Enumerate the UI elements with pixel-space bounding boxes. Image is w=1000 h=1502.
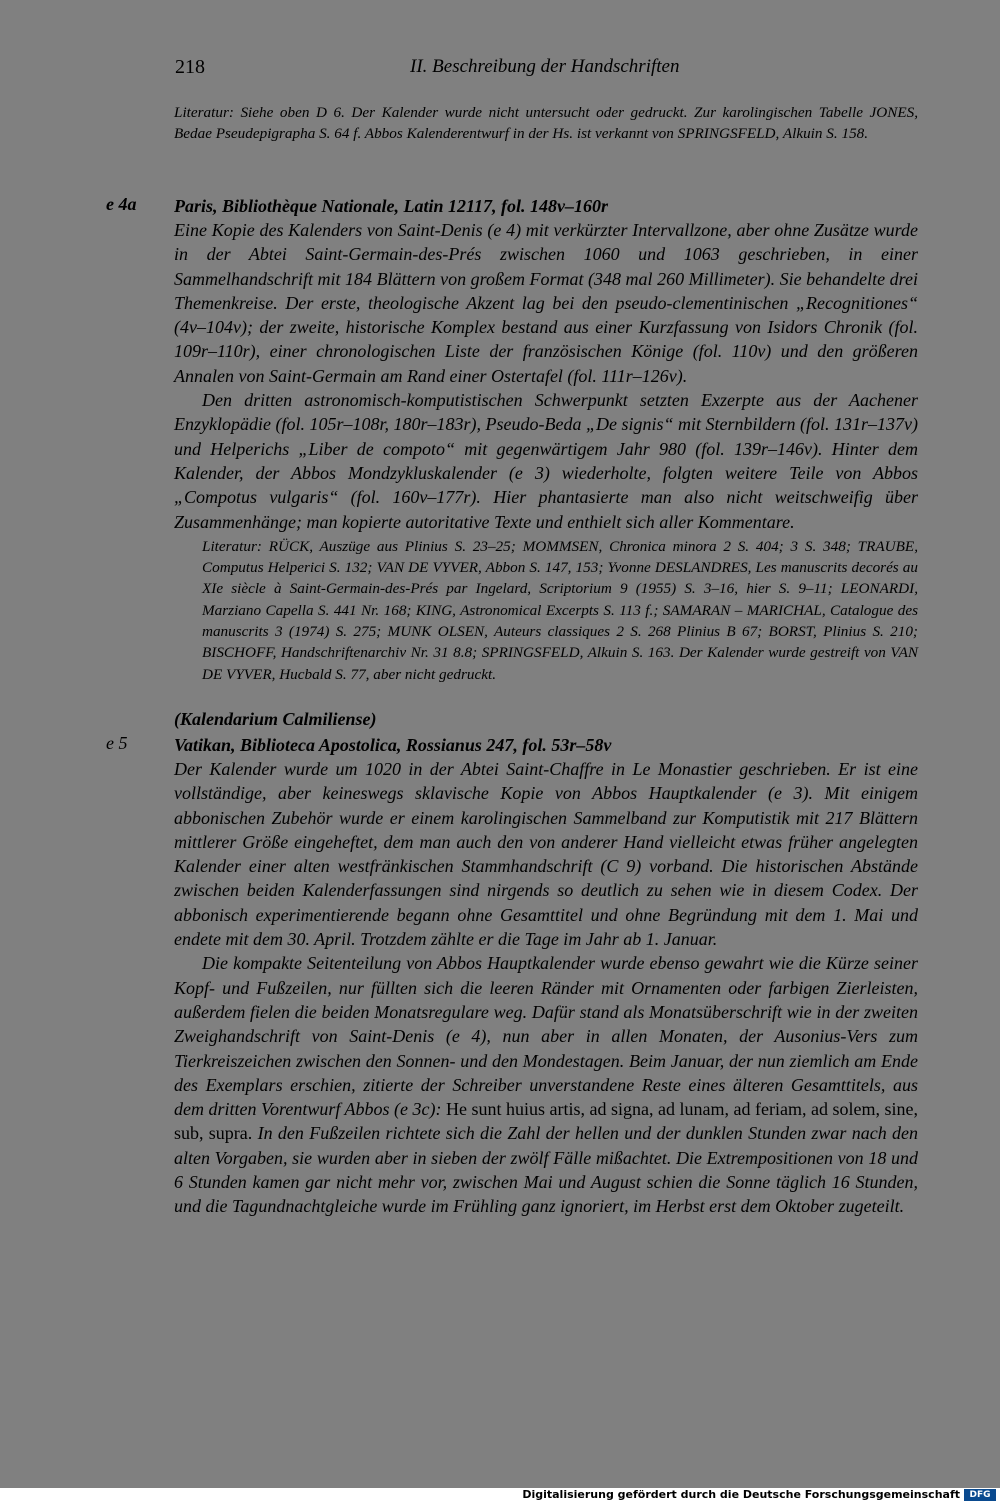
dfg-logo: DFG [964,1489,996,1501]
entry-e4a [174,194,918,685]
entry-e5-title-block [174,707,918,731]
siglum-e5: e 5 [106,733,128,753]
footer-credit: Digitalisierung gefördert durch die Deutsche Forschungsgemeinschaft [522,1488,960,1501]
entry-e5-paragraph-2-part-a: Die kompakte Seitenteilung von Abbos Hauptkalender wurde ebenso gewahrt wie die Kürze seiner Kopf- und Fußzeilen, nur füllten sich die leeren Ränder mit Ornamenten oder farbigen Zierleisten, außerdem fielen die beiden Monatsregulare weg. Dafür stand als Monatsüberschrift wie in der zweiten Zweighandschrift von Saint-Denis (e 4), nun aber in allen Monaten, der Ausonius-Vers zum Tierkreiszeichen zwischen den Sonnen- und den Mondestagen. Beim Januar, der nun ziemlich am Ende des Exemplars erschien, zitierte der Schreiber unverstandene Reste eines älteren Gesamttitels, aus dem dritten Vorentwurf Abbos (e 3c): [174,953,918,1120]
entry-e5 [174,733,918,1219]
entry-e5-latin-quote: He sunt huius artis, ad signa, ad lunam, ad feriam, ad solem, sine, sub, supra. [174,1099,918,1144]
entry-e5-paragraph-2 [174,951,918,1218]
page-header [0,56,1000,86]
entry-e4a-literature: Literatur: RÜCK, Auszüge aus Plinius S. 23–25; MOMMSEN, Chronica minora 2 S. 404; 3 S. 348; TRAUBE, Computus Helperici S. 132; VAN DE VYVER, Abbon S. 147, 153; Yvonne DESLANDRES, Les manuscrits decorés au XIe siècle à Saint-Germain-des-Prés par Ingelard, Scriptorium 9 (1955) S. 3–16, hier S. 9–11; LEONARDI, Marziano Capella S. 441 Nr. 168; KING, Astronomical Excerpts S. 113 f.; SAMARAN – MARICHAL, Catalogue des manuscrits 3 (1974) S. 275; MUNK OLSEN, Auteurs classiques 2 S. 268 Plinius B 67; BORST, Plinius S. 210; BISCHOFF, Handschriftenarchiv Nr. 31 8.8; SPRINGSFELD, Alkuin S. 163. Der Kalender wurde gestreift von VAN DE VYVER, Hucbald S. 77, aber nicht gedruckt. [202,537,918,683]
entry-e5-heading: Vatikan, Biblioteca Apostolica, Rossianus 247, fol. 53r–58v [174,735,612,755]
entry-e5-paragraph-2-part-b: In den Fußzeilen richtete sich die Zahl der hellen und der dunklen Stunden zwar nach den alten Vorgaben, sie wurden aber in sieben der zwölf Fälle mißachtet. Die Extrempositionen von 18 und 6 Stunden kamen gar nicht mehr vor, zwischen Mai und August schien die Sonne täglich 16 Stunden, und die Tagundnachtgleiche wurde im Frühling ganz ignoriert, im Herbst erst dem Oktober zugeteilt. [174,1123,919,1217]
literature-top [174,102,918,145]
entry-e4a-heading: Paris, Bibliothèque Nationale, Latin 12117, fol. 148v–160r [174,196,609,216]
entry-e5-title: (Kalendarium Calmiliense) [174,709,377,729]
page-number: 218 [175,56,205,78]
entry-e4a-paragraph-1: Eine Kopie des Kalenders von Saint-Denis (e 4) mit verkürzter Intervallzone, aber ohne Zusätze wurde in der Abtei Saint-Germain-des-Prés zwischen 1060 und 1063 geschrieben, in einer Sammelhandschrift mit 184 Blättern von großem Format (348 mal 260 Millimeter). Sie behandelte drei Themenkreise. Der erste, theologische Akzent lag bei den pseudo-clementinischen „Recognitiones“ (4v–104v); der zweite, historische Komplex bestand aus einer Kurzfassung von Isidors Chronik (fol. 109r–110r), einer chronologischen Liste der französischen Könige (fol. 110v) und den größeren Annalen von Saint-Germain am Rand einer Ostertafel (fol. 111r–126v). [174,220,918,386]
entry-e5-paragraph-1: Der Kalender wurde um 1020 in der Abtei Saint-Chaffre in Le Monastier geschrieben. Er ist eine vollständige, aber keineswegs sklavische Kopie von Abbos Hauptkalender (e 3). Mit einigem abbonischen Zubehör wurde er einem karolingischen Sammelband zur Komputistik mit 217 Blättern mittlerer Größe eingeheftet, dem man auch den von anderer Hand vielleicht etwas früher angelegten Kalender einer alten westfränkischen Stammhandschrift (C 9) vorband. Die historischen Abstände zwischen beiden Kalenderfassungen sind nirgends so deutlich zu sehen wie in diesem Codex. Der abbonisch experimentierende begann ohne Gesamttitel und ohne Begründung mit dem 1. Mai und endete mit dem 30. April. Trotzdem zählte er die Tage im Jahr ab 1. Januar. [174,759,918,950]
entry-e4a-paragraph-2: Den dritten astronomisch-komputistischen Schwerpunkt setzten Exzerpte aus der Aachener Enzyklopädie (fol. 105r–108r, 180r–183r), Pseudo-Beda „De signis“ mit Sternbildern (fol. 131r–137v) und Helperichs „Liber de compoto“ mit gegenwärtigem Jahr 980 (fol. 139r–146v). Hinter dem Kalender, der Abbos Mondzykluskalender (e 3) wiederholte, folgten weitere Teile von Abbos „Compotus vulgaris“ (fol. 160v–177r). Hier phantasierte man also nicht weitschweifig über Zusammenhänge; man kopierte autoritative Texte und enthielt sich aller Kommentare. [174,390,918,532]
digitization-footer [0,1488,1000,1502]
siglum-e4a: e 4a [106,194,137,214]
running-title: II. Beschreibung der Handschriften [410,56,680,77]
literature-top-text: Literatur: Siehe oben D 6. Der Kalender wurde nicht untersucht oder gedruckt. Zur karolingischen Tabelle JONES, Bedae Pseudepigrapha S. 64 f. Abbos Kalenderentwurf in der Hs. ist verkannt von SPRINGSFELD, Alkuin S. 158. [174,104,918,143]
